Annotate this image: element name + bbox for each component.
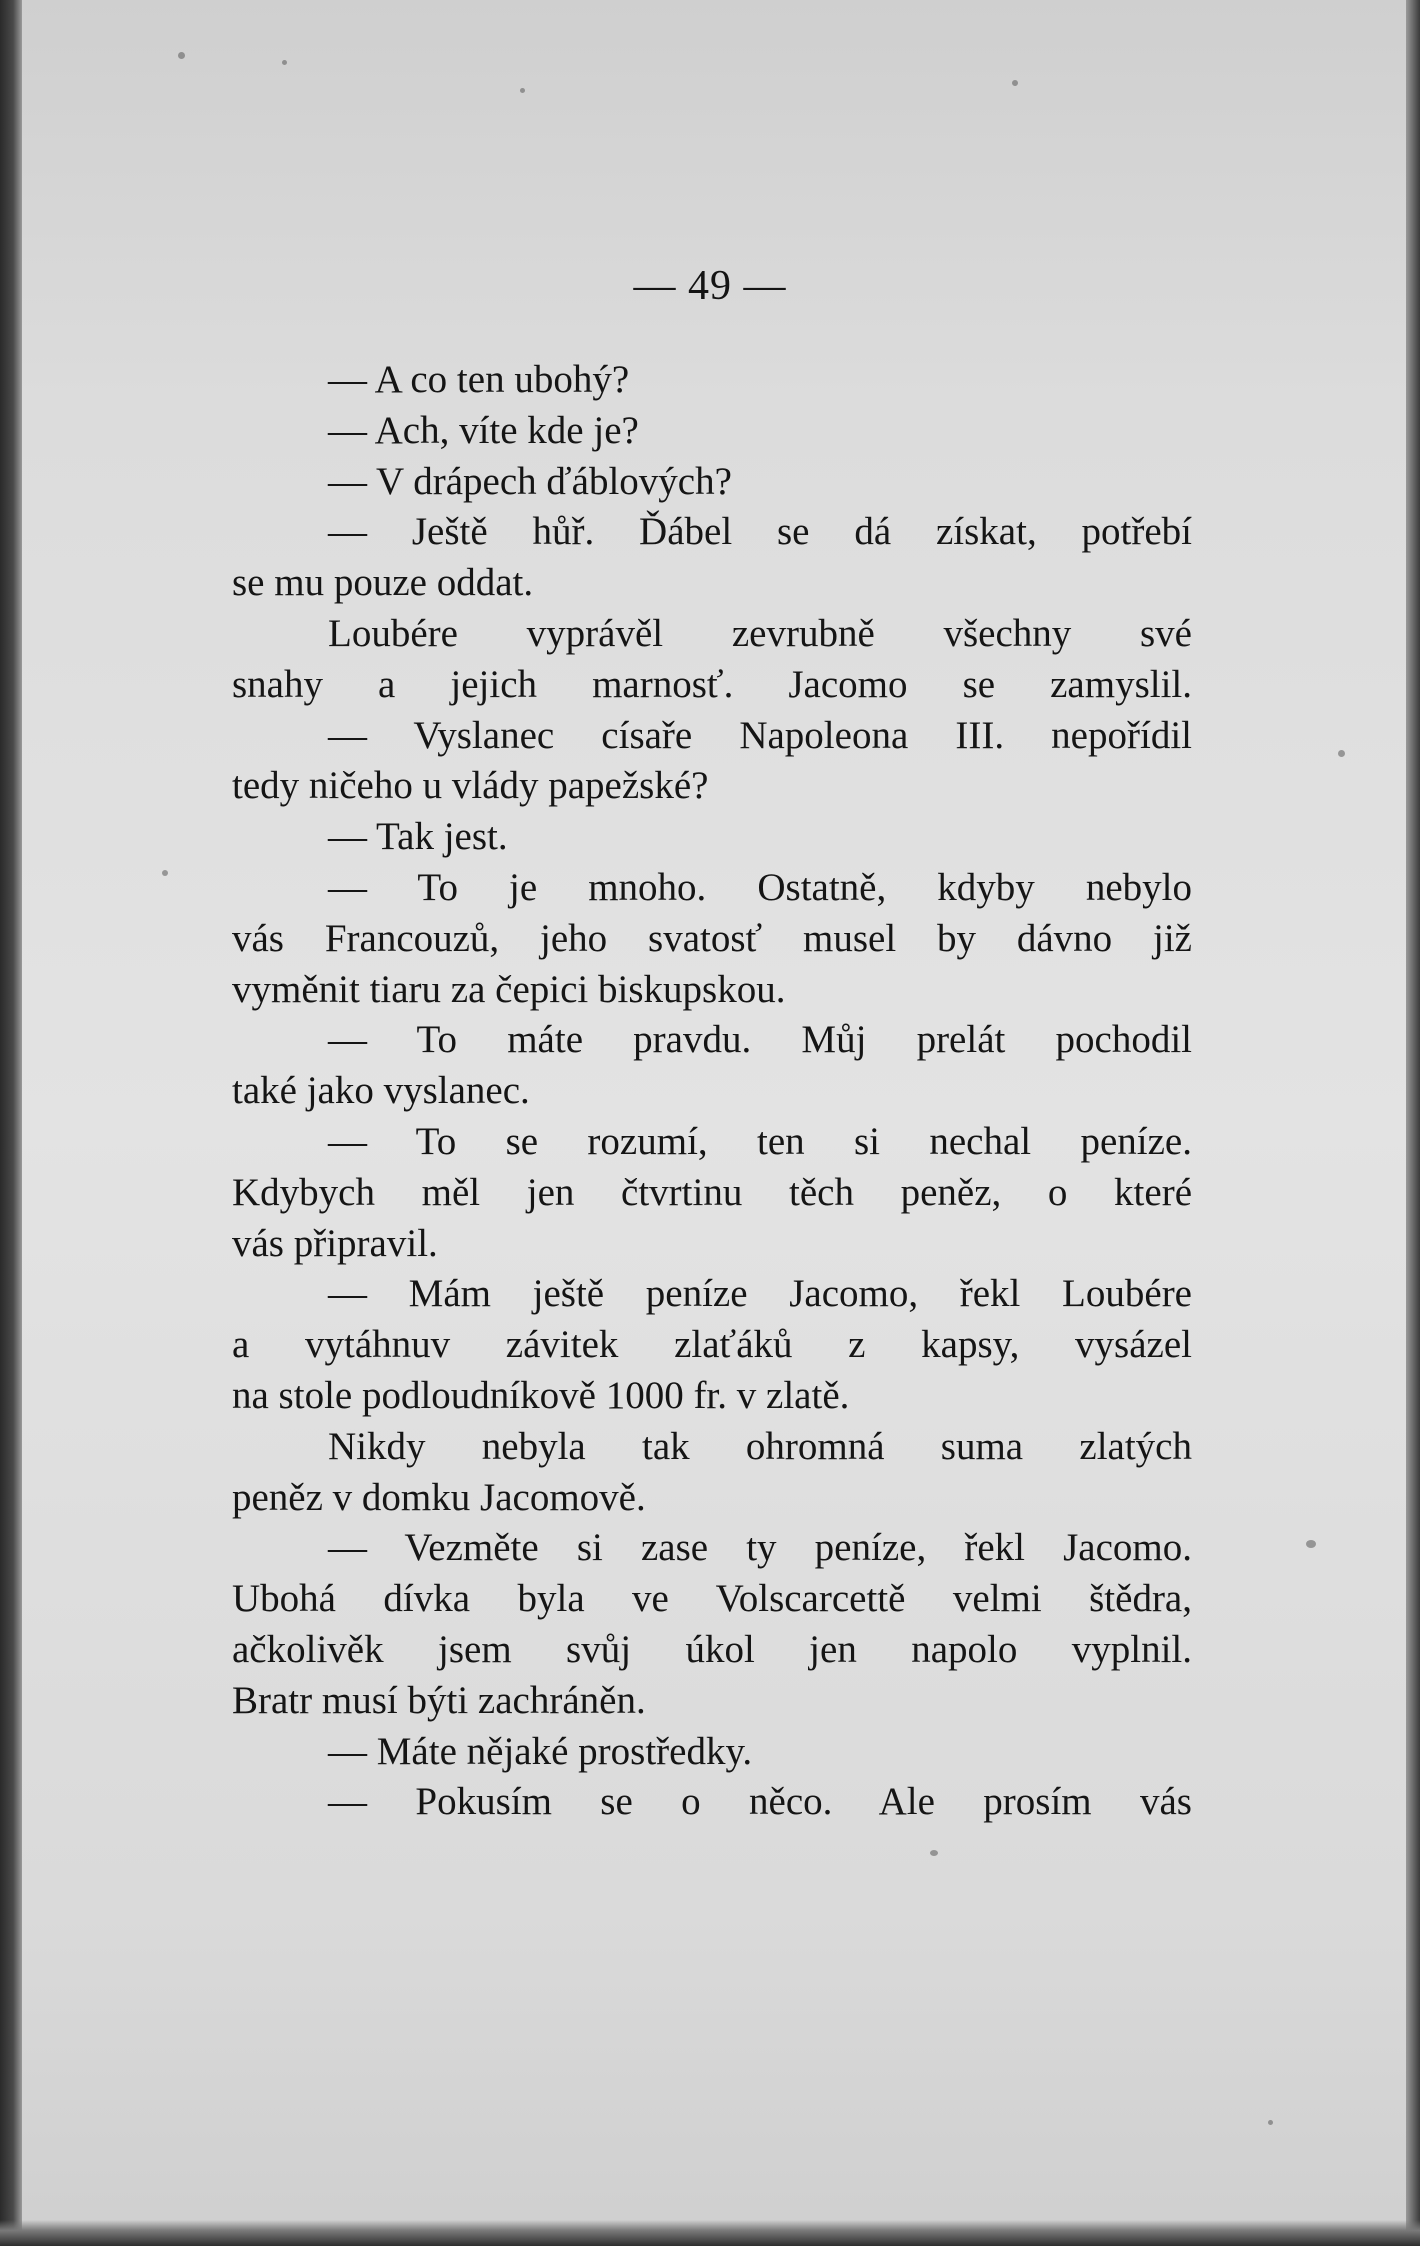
text-line: vás Francouzů, jeho svatosť musel by dávno již	[232, 916, 1192, 960]
text-line: Nikdy nebyla tak ohromná suma zlatých	[328, 1424, 1192, 1468]
text-line: — Pokusím se o něco. Ale prosím vás	[328, 1780, 1192, 1824]
text-line: — Ach, víte kde je?	[328, 408, 639, 452]
page-left-shadow	[0, 0, 22, 2246]
text-line: a vytáhnuv závitek zlaťáků z kapsy, vysázel	[232, 1323, 1192, 1367]
text-line: vyměnit tiaru za čepici biskupskou.	[232, 967, 786, 1011]
scan-speck	[520, 88, 525, 93]
text-line: — To máte pravdu. Můj prelát pochodil	[328, 1018, 1192, 1062]
page-right-shadow	[1406, 0, 1420, 2246]
text-line: — Mám ještě peníze Jacomo, řekl Loubére	[328, 1272, 1192, 1316]
text-line: také jako vyslanec.	[232, 1069, 530, 1113]
text-line: — A co ten ubohý?	[328, 358, 630, 401]
text-line: — To je mnoho. Ostatně, kdyby nebylo	[328, 865, 1192, 909]
scan-speck	[162, 870, 168, 876]
scan-speck	[1268, 2120, 1273, 2125]
text-line: na stole podloudníkově 1000 fr. v zlatě.	[232, 1373, 850, 1417]
text-line: — To se rozumí, ten si nechal peníze.	[328, 1119, 1192, 1163]
scan-speck	[930, 1850, 938, 1856]
text-line: — Máte nějaké prostředky.	[328, 1729, 753, 1773]
text-line: — Ještě hůř. Ďábel se dá získat, potřebí	[328, 510, 1192, 554]
text-line: — Vezměte si zase ty peníze, řekl Jacomo.	[328, 1526, 1192, 1570]
scan-speck	[1306, 1540, 1316, 1548]
text-line: vás připravil.	[232, 1221, 438, 1265]
text-line: — V drápech ďáblových?	[328, 459, 732, 503]
page-number: — 49 —	[633, 263, 787, 309]
scan-speck	[282, 60, 287, 65]
text-line: snahy a jejich marnosť. Jacomo se zamyslil.	[232, 662, 1192, 706]
text-line: Loubére vyprávěl zevrubně všechny své	[328, 611, 1192, 655]
page-bottom-shadow	[0, 2220, 1420, 2246]
scan-speck	[1338, 750, 1345, 757]
text-line: ačkolivěk jsem svůj úkol jen napolo vyplnil.	[232, 1627, 1192, 1671]
text-line: Bratr musí býti zachráněn.	[232, 1678, 646, 1722]
text-line: tedy ničeho u vlády papežské?	[232, 764, 709, 808]
text-line: — Tak jest.	[328, 815, 508, 859]
body-text	[232, 355, 1192, 1828]
text-line: — Vyslanec císaře Napoleona III. nepořídil	[328, 713, 1192, 757]
scan-speck	[1012, 80, 1018, 86]
text-line: Ubohá dívka byla ve Volscarcettě velmi štědra,	[232, 1577, 1192, 1621]
text-line: peněz v domku Jacomově.	[232, 1475, 646, 1519]
text-line: se mu pouze oddat.	[232, 561, 534, 605]
scan-speck	[178, 52, 185, 59]
text-line: Kdybych měl jen čtvrtinu těch peněz, o které	[232, 1170, 1192, 1214]
